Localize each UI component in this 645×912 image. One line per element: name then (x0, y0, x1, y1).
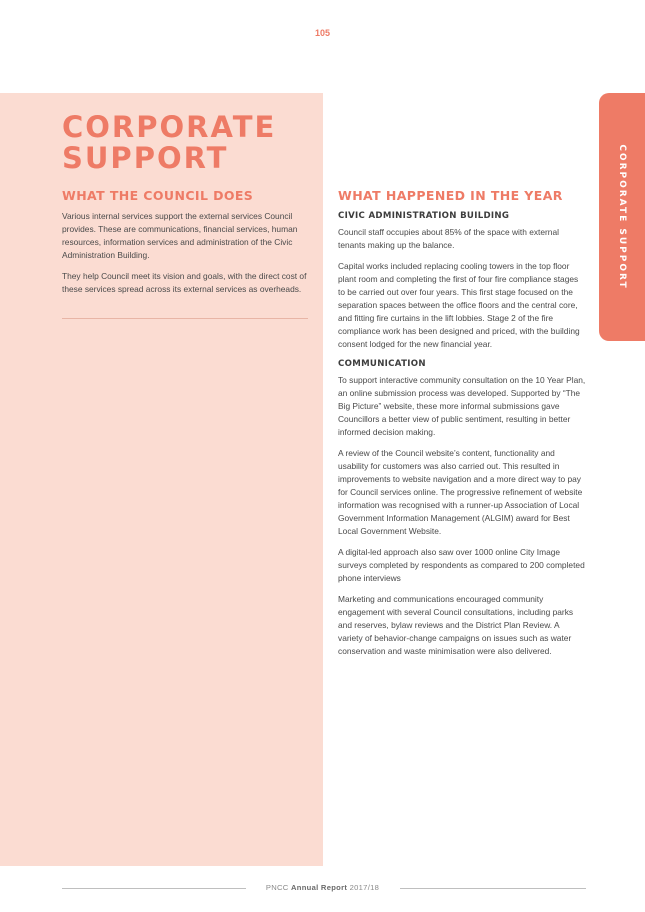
communication-paragraph: To support interactive community consultation on the 10 Year Plan, an online submission process was developed. Supported by “The Big Picture” website, these more informal submissions gave Councillors a better view of public sentiment, resulting in better informed decision making. (338, 375, 586, 437)
council-does-paragraph: They help Council meet its vision and goals, with the direct cost of these services spread across its external services as overheads. (62, 271, 307, 294)
footer-org: PNCC (265, 883, 289, 892)
civic-building-paragraph: Capital works included replacing cooling towers in the top floor plant room and completing the first of four fire compliance stages to be carried out over four years. This first stage focused on the separation spaces between the office floors and the central core, and fitting fire curtains in the lift lobbies. Stage 2 of the fire compliance work has been designed and priced, with the building consent lodged for the new financial year. (338, 261, 580, 349)
footer-report-title: Annual Report (290, 883, 348, 892)
year-happenings-heading: WHAT HAPPENED IN THE YEAR (338, 188, 563, 203)
left-column-divider (62, 318, 308, 319)
page-title-line-2: SUPPORT (62, 141, 229, 175)
footer (0, 883, 645, 892)
section-side-tab (599, 93, 645, 341)
civic-building-subheading: CIVIC ADMINISTRATION BUILDING (338, 211, 510, 221)
page-number: 105 (314, 28, 331, 38)
council-does-heading: WHAT THE COUNCIL DOES (62, 188, 254, 203)
year-happenings-column (338, 188, 586, 666)
communication-paragraph: A digital-led approach also saw over 1000 online City Image surveys completed by respondents as compared to 200 completed phone interviews (338, 547, 585, 583)
footer-year: 2017/18 (349, 883, 380, 892)
council-does-paragraph: Various internal services support the external services Council provides. These are communications, financial services, human resources, information services and administration of the Civic Administration Building. (62, 211, 298, 260)
communication-paragraph: A review of the Council website’s content, functionality and usability for customers was also carried out. This resulted in improvements to website navigation and a more direct way to pay for Council services online. The progressive refinement of website information was recognised with a runner-up Association of Local Government Information Management (ALGIM) award for Best Local Government Website. (338, 448, 583, 536)
council-does-column (62, 188, 308, 304)
page-title-line-1: CORPORATE (62, 110, 277, 144)
communication-subheading: COMMUNICATION (338, 359, 426, 369)
side-tab-label: CORPORATE SUPPORT (617, 144, 627, 290)
communication-paragraph: Marketing and communications encouraged community engagement with several Council consultations, including parks and reserves, bylaw reviews and the District Plan Review. A variety of behavior-change campaigns on issues such as water conservation and waste minimisation were also delivered. (338, 594, 574, 656)
page-title (62, 112, 276, 174)
civic-building-paragraph: Council staff occupies about 85% of the space with external tenants making up the balance. (338, 227, 559, 250)
